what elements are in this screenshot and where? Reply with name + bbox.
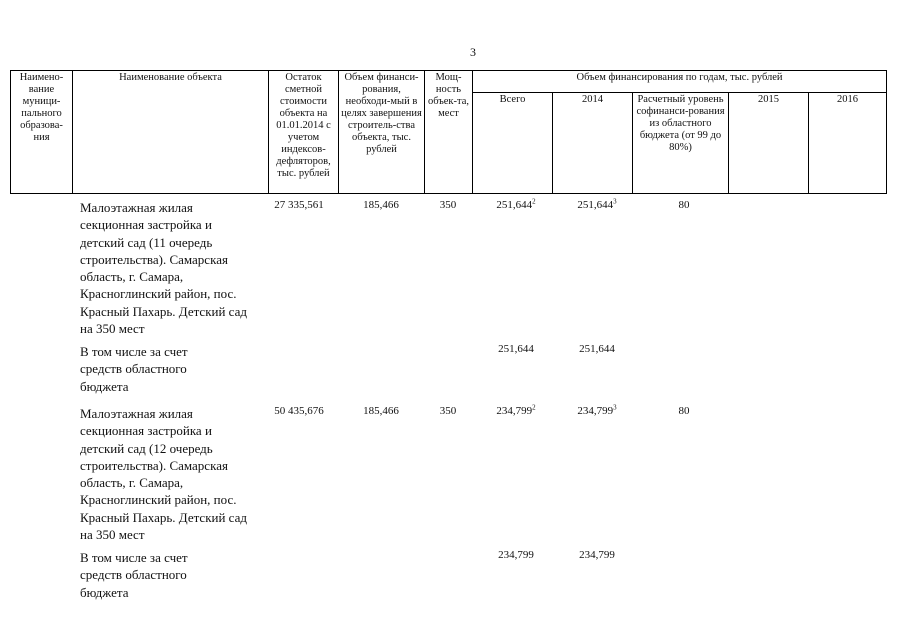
row-2014: 234,799 (579, 549, 615, 561)
row-cofin: 80 (678, 199, 690, 211)
header-remaining: Остаток сметной стоимости объекта на 01.01.2014 с учетом индексов-дефляторов, тыс. рублей (269, 71, 339, 194)
row-2014: 234,799$^3$ (577, 403, 617, 417)
header-object: Наименование объекта (73, 71, 269, 194)
row-total: 251,644 (498, 343, 534, 355)
header-total: Всего (473, 93, 553, 194)
row-object: Малоэтажная жилая секционная застройка и детский сад (12 очередь строительства). Самарская область, г. Самара, Красноглинский район, пос. Красный Пахарь. Детский сад на 350 мест (80, 406, 247, 543)
header-cofin: Расчетный уровень софинанси-рования из областного бюджета (от 99 до 80%) (633, 93, 729, 194)
row-remaining: 27 335,561 (274, 199, 324, 211)
header-2014: 2014 (553, 93, 633, 194)
row-capacity: 350 (439, 199, 457, 211)
row-cofin: 80 (678, 405, 690, 417)
row-2014: 251,644 (579, 343, 615, 355)
row-total: 234,799 (498, 549, 534, 561)
header-2016: 2016 (809, 93, 887, 194)
header-by-years: Объем финансирования по годам, тыс. рублей (473, 71, 887, 93)
row-object: В том числе за счет средств областного бюджета (80, 344, 188, 394)
header-needed: Объем финанси-рования, необходи-мый в целях завершения строитель-ства объекта, тыс. рублей (339, 71, 425, 194)
row-needed: 185,466 (363, 199, 399, 211)
row-needed: 185,466 (363, 405, 399, 417)
row-capacity: 350 (439, 405, 457, 417)
row-total: 234,799$^2$ (496, 403, 536, 417)
table-header (10, 70, 887, 194)
row-object: В том числе за счет средств областного бюджета (80, 550, 188, 600)
row-object: Малоэтажная жилая секционная застройка и детский сад (11 очередь строительства). Самарская область, г. Самара, Красноглинский район, пос. Красный Пахарь. Детский сад на 350 мест (80, 200, 247, 337)
row-total: 251,644$^2$ (496, 197, 536, 211)
row-2014: 251,644$^3$ (577, 197, 617, 211)
header-capacity: Мощ-ность объек-та, мест (425, 71, 473, 194)
page-number: 3 (470, 45, 476, 59)
header-municipality: Наимено-вание муници-пального образова-ния (11, 71, 73, 194)
row-remaining: 50 435,676 (274, 405, 324, 417)
header-2015: 2015 (729, 93, 809, 194)
